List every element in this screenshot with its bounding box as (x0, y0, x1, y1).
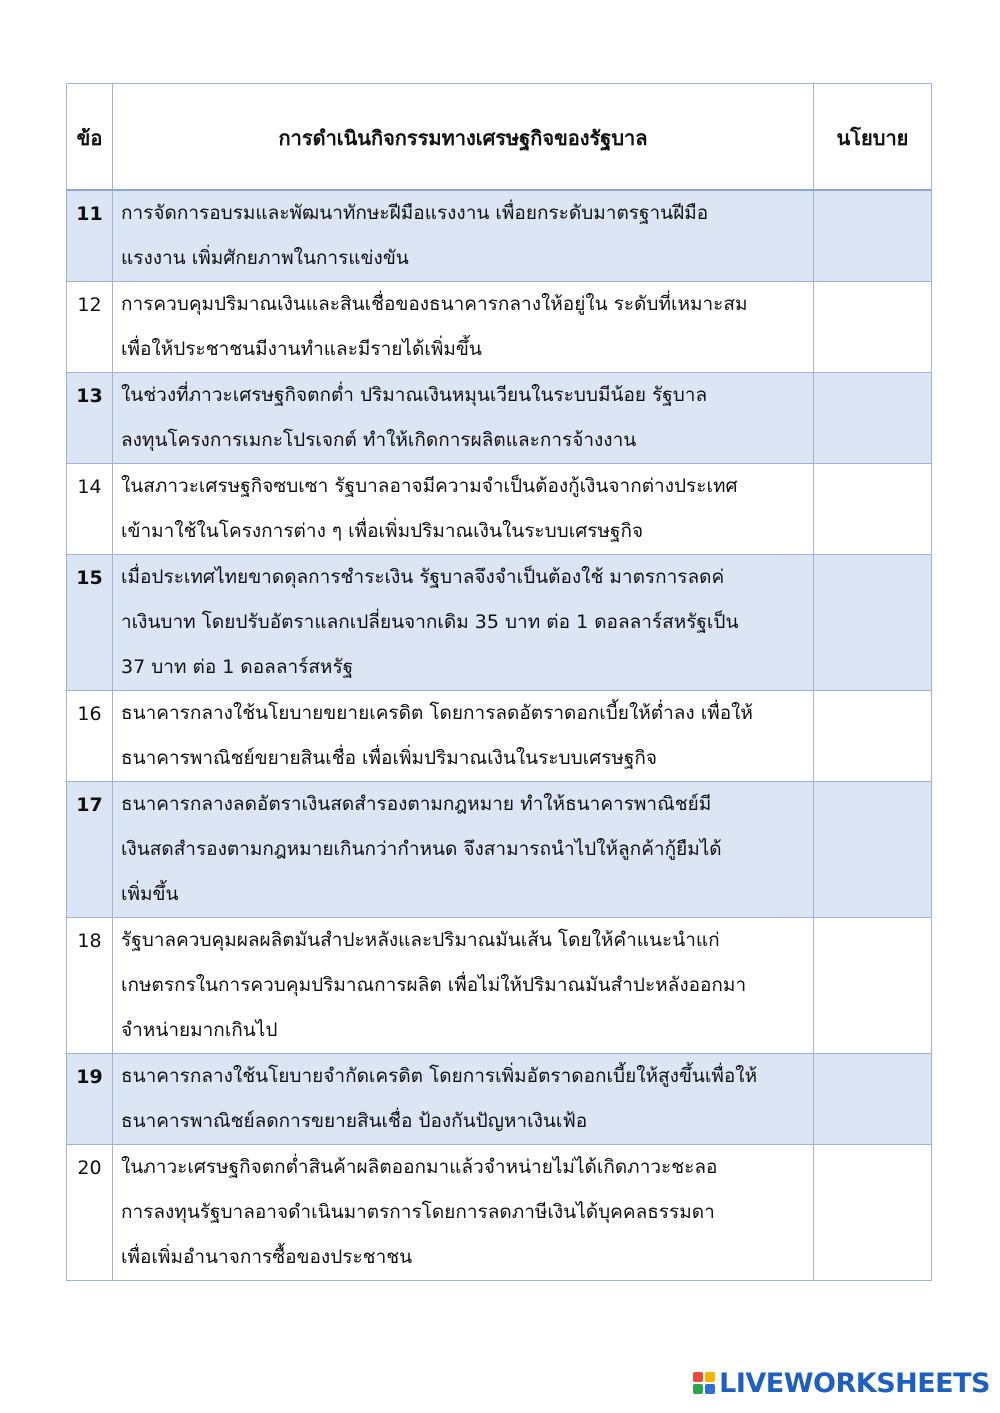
row-number: 17 (67, 781, 113, 917)
policy-answer-cell[interactable] (814, 190, 932, 282)
row-number: 12 (67, 281, 113, 372)
header-number: ข้อ (67, 84, 113, 190)
table-row (67, 463, 932, 554)
row-number: 15 (67, 554, 113, 690)
table-row (67, 781, 932, 917)
header-activity: การดำเนินกิจกรรมทางเศรษฐกิจของรัฐบาล (113, 84, 814, 190)
row-number: 19 (67, 1053, 113, 1144)
policy-answer-cell[interactable] (814, 463, 932, 554)
row-text: การควบคุมปริมาณเงินและสินเชื่อของธนาคารกลางให้อยู่ใน ระดับที่เหมาะสม เพื่อให้ประชาชนมีงานทำและมีรายได้เพิ่มขึ้น (113, 281, 814, 372)
row-text: ในสภาวะเศรษฐกิจซบเซา รัฐบาลอาจมีความจำเป็นต้องกู้เงินจากต่างประเทศ เข้ามาใช้ในโครงการต่าง ๆ เพื่อเพิ่มปริมาณเงินในระบบเศรษฐกิจ (113, 463, 814, 554)
row-text: เมื่อประเทศไทยขาดดุลการชำระเงิน รัฐบาลจึงจำเป็นต้องใช้ มาตรการลดค่ าเงินบาท โดยปรับอัตราแลกเปลี่ยนจากเดิม 35 บาท ต่อ 1 ดอลลาร์สหรัฐเป็น 37 บาท ต่อ 1 ดอลลาร์สหรัฐ (113, 554, 814, 690)
liveworksheets-logo-icon (693, 1372, 715, 1394)
table-row (67, 690, 932, 781)
row-number: 18 (67, 917, 113, 1053)
row-text: รัฐบาลควบคุมผลผลิตมันสำปะหลังและปริมาณมันเส้น โดยให้คำแนะนำแก่ เกษตรกรในการควบคุมปริมาณการผลิต เพื่อไม่ให้ปริมาณมันสำปะหลังออกมา จำหน่ายมากเกินไป (113, 917, 814, 1053)
policy-answer-cell[interactable] (814, 917, 932, 1053)
row-text: ในช่วงที่ภาวะเศรษฐกิจตกต่ำ ปริมาณเงินหมุนเวียนในระบบมีน้อย รัฐบาล ลงทุนโครงการเมกะโปรเจกต์ ทำให้เกิดการผลิตและการจ้างงาน (113, 372, 814, 463)
row-text: การจัดการอบรมและพัฒนาทักษะฝีมือแรงงาน เพื่อยกระดับมาตรฐานฝีมือ แรงงาน เพิ่มศักยภาพในการแข่งขัน (113, 190, 814, 282)
policy-answer-cell[interactable] (814, 372, 932, 463)
table-row (67, 190, 932, 282)
liveworksheets-brand[interactable] (693, 1365, 990, 1401)
policy-answer-cell[interactable] (814, 690, 932, 781)
row-text: ธนาคารกลางใช้นโยบายจำกัดเครดิต โดยการเพิ่มอัตราดอกเบี้ยให้สูงขึ้นเพื่อให้ ธนาคารพาณิชย์ลดการขยายสินเชื่อ ป้องกันปัญหาเงินเฟ้อ (113, 1053, 814, 1144)
policy-answer-cell[interactable] (814, 554, 932, 690)
policy-answer-cell[interactable] (814, 1053, 932, 1144)
row-number: 20 (67, 1144, 113, 1280)
row-text: ธนาคารกลางลดอัตราเงินสดสำรองตามกฎหมาย ทำให้ธนาคารพาณิชย์มี เงินสดสำรองตามกฎหมายเกินกว่ากำหนด จึงสามารถนำไปให้ลูกค้ากู้ยืมได้ เพิ่มขึ้น (113, 781, 814, 917)
row-text: ในภาวะเศรษฐกิจตกต่ำสินค้าผลิตออกมาแล้วจำหน่ายไม่ได้เกิดภาวะชะลอ การลงทุนรัฐบาลอาจดำเนินมาตรการโดยการลดภาษีเงินได้บุคคลธรรมดา เพื่อเพิ่มอำนาจการซื้อของประชาชน (113, 1144, 814, 1280)
policy-answer-cell[interactable] (814, 281, 932, 372)
table-row (67, 281, 932, 372)
row-number: 16 (67, 690, 113, 781)
table-row (67, 372, 932, 463)
header-row (67, 84, 932, 190)
brand-name: LIVEWORKSHEETS (719, 1367, 990, 1399)
row-number: 13 (67, 372, 113, 463)
row-text: ธนาคารกลางใช้นโยบายขยายเครดิต โดยการลดอัตราดอกเบี้ยให้ต่ำลง เพื่อให้ ธนาคารพาณิชย์ขยายสินเชื่อ เพื่อเพิ่มปริมาณเงินในระบบเศรษฐกิจ (113, 690, 814, 781)
table-row (67, 1144, 932, 1280)
table-row (67, 1053, 932, 1144)
policy-answer-cell[interactable] (814, 1144, 932, 1280)
header-policy: นโยบาย (814, 84, 932, 190)
table-row (67, 917, 932, 1053)
row-number: 11 (67, 190, 113, 282)
worksheet-table (66, 83, 932, 1281)
row-number: 14 (67, 463, 113, 554)
table-row (67, 554, 932, 690)
policy-answer-cell[interactable] (814, 781, 932, 917)
